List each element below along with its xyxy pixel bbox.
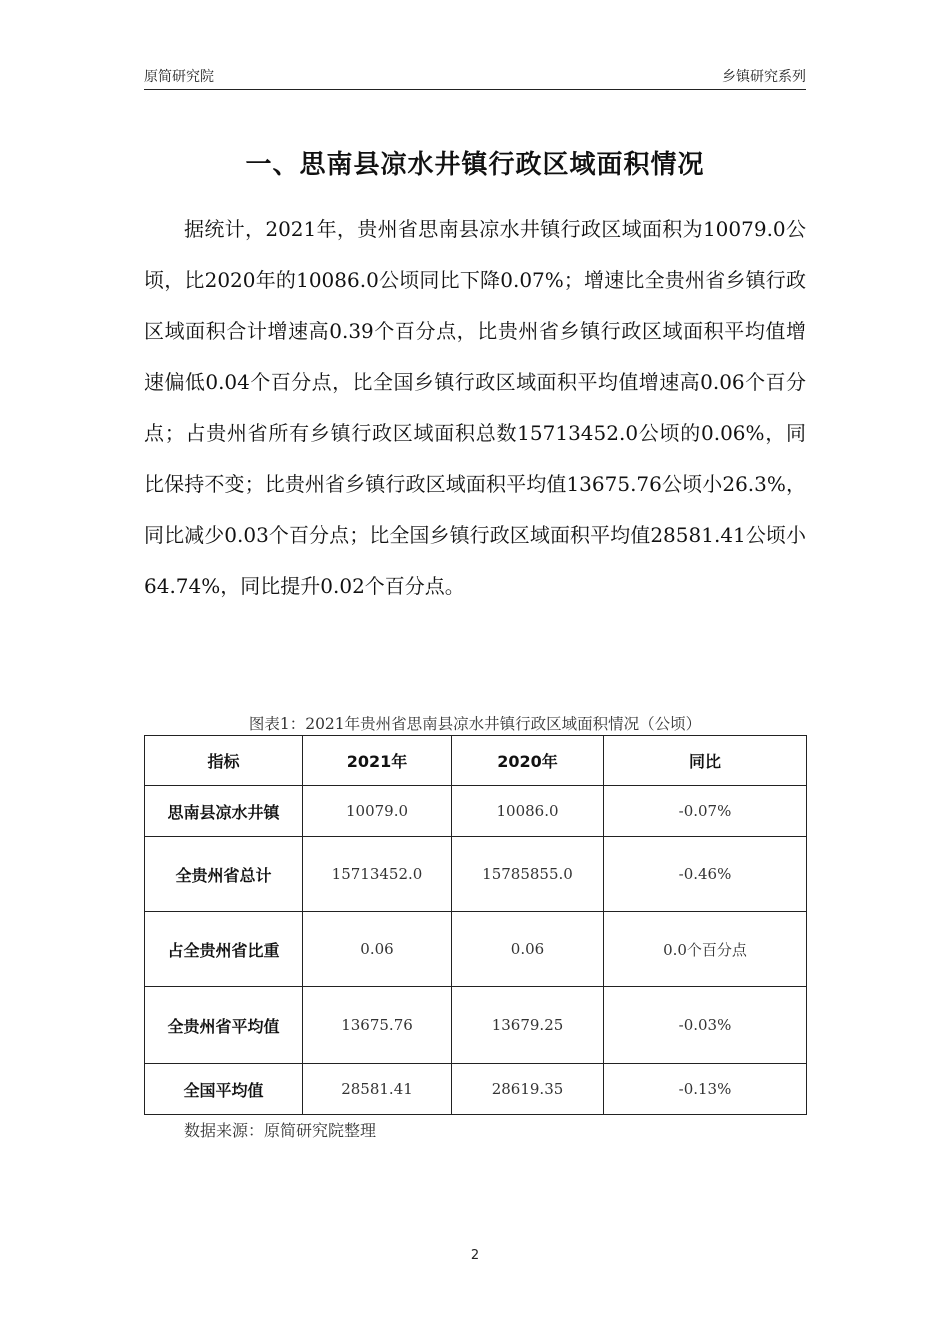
column-header-yoy: 同比 [604,736,807,786]
cell-2021: 15713452.0 [303,837,452,912]
cell-2020: 28619.35 [452,1064,604,1115]
cell-yoy: 0.0个百分点 [604,912,807,987]
row-label: 思南县凉水井镇 [145,786,303,837]
cell-2021: 13675.76 [303,987,452,1064]
table-row [145,912,807,987]
data-source-note: 数据来源：原简研究院整理 [184,1121,377,1140]
table-row [145,987,807,1064]
page-number: 2 [470,1248,480,1263]
cell-2020: 15785855.0 [452,837,604,912]
cell-2021: 10079.0 [303,786,452,837]
table-row [145,1064,807,1115]
cell-2020: 0.06 [452,912,604,987]
cell-yoy: -0.03% [604,987,807,1064]
row-label: 全贵州省平均值 [145,987,303,1064]
column-header-2020: 2020年 [452,736,604,786]
row-label: 全贵州省总计 [145,837,303,912]
cell-2021: 0.06 [303,912,452,987]
cell-yoy: -0.07% [604,786,807,837]
column-header-indicator: 指标 [145,736,303,786]
header-series: 乡镇研究系列 [722,69,806,85]
cell-yoy: -0.46% [604,837,807,912]
table-row [145,837,807,912]
header-divider [144,89,806,90]
table-row [145,786,807,837]
table-caption: 图表1：2021年贵州省思南县凉水井镇行政区域面积情况（公顷） [248,715,702,733]
header-publisher: 原简研究院 [144,69,214,85]
cell-2020: 13679.25 [452,987,604,1064]
row-label: 占全贵州省比重 [145,912,303,987]
data-table [144,735,807,1115]
section-title: 一、思南县凉水井镇行政区域面积情况 [245,150,705,180]
cell-2021: 28581.41 [303,1064,452,1115]
table-header-row [145,736,807,786]
cell-2020: 10086.0 [452,786,604,837]
body-paragraph: 据统计，2021年，贵州省思南县凉水井镇行政区域面积为10079.0公顷，比2020年的10086.0公顷同比下降0.07%；增速比全贵州省乡镇行政区域面积合计增速高0.39个百分点，比贵州省乡镇行政区域面积平均值增速偏低0.04个百分点，比全国乡镇行政区域面积平均值增速高0.06个百分点；占贵州省所有乡镇行政区域面积总数15713452.0公顷的0.06%，同比保持不变；比贵州省乡镇行政区域面积平均值13675.76公顷小26.3%，同比减少0.03个百分点；比全国乡镇行政区域面积平均值28581.41公顷小64.74%，同比提升0.02个百分点。 [144,217,806,598]
cell-yoy: -0.13% [604,1064,807,1115]
column-header-2021: 2021年 [303,736,452,786]
row-label: 全国平均值 [145,1064,303,1115]
